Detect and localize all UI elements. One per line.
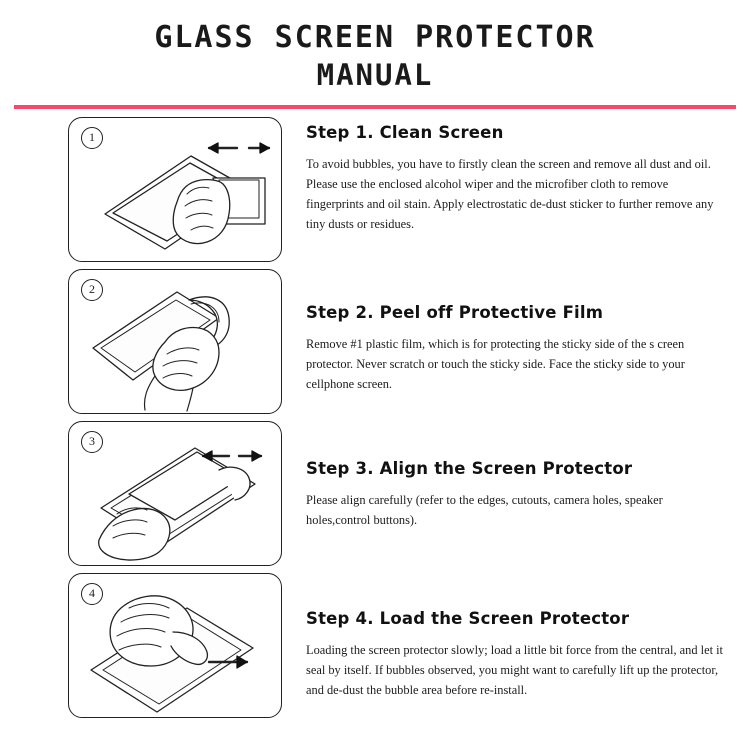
- step-4-body: Loading the screen protector slowly; load a little bit force from the central, and let it seal by itself. If bubbles observed, you might want to carefully lift up the protector, and de-dust the bubble area before re-install.: [306, 642, 724, 697]
- step-3-text: [282, 421, 736, 530]
- step-4-badge: 4: [81, 583, 103, 605]
- step-item: [14, 421, 736, 566]
- page-title-line-2: MANUAL: [316, 58, 434, 92]
- step-item: [14, 269, 736, 414]
- step-4-text: [282, 573, 736, 700]
- step-2-text: [282, 269, 736, 394]
- page-title-line-1: GLASS SCREEN PROTECTOR: [154, 20, 596, 55]
- step-item: [14, 573, 736, 718]
- document-header: [0, 0, 750, 95]
- step-4-title: Step 4. Load the Screen Protector: [306, 608, 630, 628]
- step-1-text: [282, 117, 736, 234]
- step-3-title: Step 3. Align the Screen Protector: [306, 458, 633, 478]
- step-3-body: Please align carefully (refer to the edges, cutouts, camera holes, speaker holes,control buttons).: [306, 492, 663, 527]
- step-1-badge: 1: [81, 127, 103, 149]
- step-2-illustration: [68, 269, 282, 414]
- step-2-body: Remove #1 plastic film, which is for protecting the sticky side of the s creen protector. Never scratch or touch the sticky side. Face the sticky side to your cellphone screen.: [306, 336, 685, 391]
- step-3-badge: 3: [81, 431, 103, 453]
- step-4-illustration: [68, 573, 282, 718]
- step-item: [14, 117, 736, 262]
- step-2-badge: 2: [81, 279, 103, 301]
- step-1-body: To avoid bubbles, you have to firstly clean the screen and remove all dust and oil. Please use the enclosed alcohol wiper and the microfiber cloth to remove fingerprints and oil stain. Apply electrostatic de-dust sticker to further remove any tiny dusts or residues.: [306, 156, 714, 231]
- step-1-illustration: [68, 117, 282, 262]
- step-3-illustration: [68, 421, 282, 566]
- steps-list: [0, 109, 750, 718]
- step-2-title: Step 2. Peel off Protective Film: [306, 302, 604, 322]
- step-1-title: Step 1. Clean Screen: [306, 122, 504, 142]
